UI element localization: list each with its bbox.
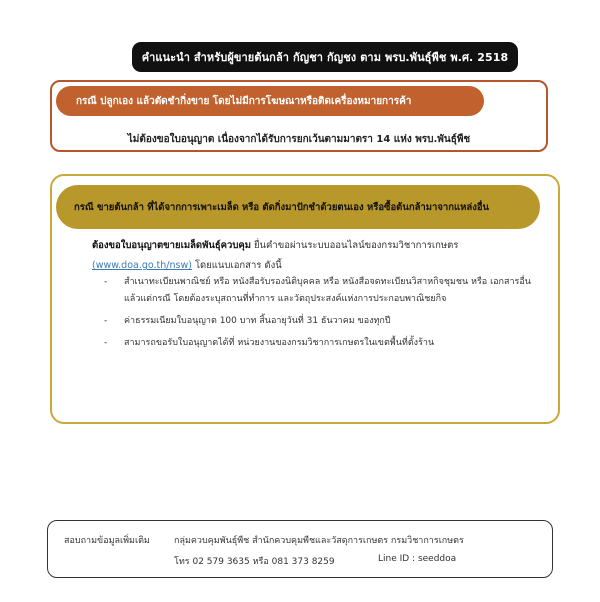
case2-heading: กรณี ขายต้นกล้า ที่ได้จากการเพาะเมล็ด หรือ ตัดกิ่งมาปักชำด้วยตนเอง หรือซื้อต้นกล้ามาจากแหล่งอื่น	[56, 185, 540, 229]
list-item-text: สำเนาทะเบียนพาณิชย์ หรือ หนังสือรับรองนิติบุคคล หรือ หนังสือจดทะเบียนวิสาหกิจชุมชน หรือ เอกสารอื่นแล้วแต่กรณี โดยต้องระบุสถานที่ทำการ และวัตถุประสงค์แห่งการประกอบพาณิชยกิจ	[124, 277, 531, 304]
case1-heading: กรณี ปลูกเอง แล้วตัดชำกิ่งขาย โดยไม่มีการโฆษณาหรือติดเครื่องหมายการค้า	[56, 86, 484, 116]
case1-note: ไม่ต้องขอใบอนุญาต เนื่องจากได้รับการยกเว้นตามมาตรา 14 แห่ง พรบ.พันธุ์พืช	[127, 134, 471, 145]
bullet-dash-icon: -	[104, 338, 108, 348]
case2-lead	[92, 236, 532, 276]
contact-box	[47, 520, 553, 578]
contact-line-id: Line ID : seeddoa	[378, 554, 457, 564]
nsw-link[interactable]: (www.doa.go.th/nsw)	[92, 260, 192, 271]
contact-org: กลุ่มควบคุมพันธุ์พืช สำนักควบคุมพืชและวัสดุการเกษตร กรมวิชาการเกษตร	[174, 536, 464, 546]
bullet-dash-icon: -	[104, 277, 108, 287]
list-item-text: สามารถขอรับใบอนุญาตได้ที่ หน่วยงานของกรมวิชาการเกษตรในเขตพื้นที่ตั้งร้าน	[124, 338, 435, 348]
list-item-text: ค่าธรรมเนียมใบอนุญาต 100 บาท สิ้นอายุวันที่ 31 ธันวาคม ของทุกปี	[124, 316, 391, 326]
contact-phone: โทร 02 579 3635 หรือ 081 373 8259	[174, 557, 335, 567]
case2-lead-bold: ต้องขอใบอนุญาตขายเมล็ดพันธุ์ควบคุม	[92, 240, 251, 251]
bullet-dash-icon: -	[104, 316, 108, 326]
document-list	[104, 274, 534, 357]
case2-lead-rest: ยื่นคำขอผ่านระบบออนไลน์ของกรมวิชาการเกษตร	[250, 240, 459, 251]
list-item	[104, 274, 534, 308]
list-item	[104, 313, 534, 330]
contact-label: สอบถามข้อมูลเพิ่มเติม	[64, 536, 150, 546]
list-item	[104, 335, 534, 352]
case2-link-after: โดยแนบเอกสาร ดังนี้	[191, 260, 282, 271]
page-title: คำแนะนำ สำหรับผู้ขายต้นกล้า กัญชา กัญชง ตาม พรบ.พันธุ์พืช พ.ศ. 2518	[132, 42, 518, 72]
